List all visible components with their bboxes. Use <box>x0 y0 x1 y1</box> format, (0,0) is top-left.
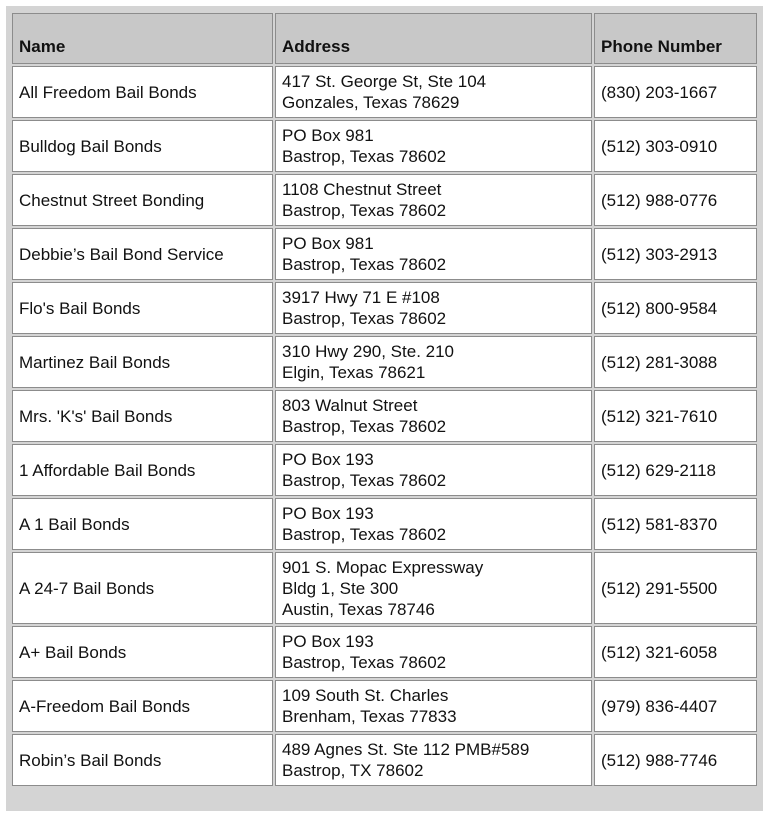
cell-name: A 24-7 Bail Bonds <box>12 552 273 624</box>
bail-bonds-table <box>10 11 759 788</box>
cell-address <box>275 734 592 786</box>
cell-phone: (512) 321-6058 <box>594 626 757 678</box>
address-line: 901 S. Mopac Expressway <box>282 557 484 577</box>
header-address: Address <box>275 13 592 64</box>
cell-name: Mrs. 'K's' Bail Bonds <box>12 390 273 442</box>
cell-phone: (512) 291-5500 <box>594 552 757 624</box>
table-row <box>12 282 757 334</box>
cell-name: Robin’s Bail Bonds <box>12 734 273 786</box>
table-body <box>12 66 757 786</box>
cell-address <box>275 228 592 280</box>
address-line: PO Box 981 <box>282 126 374 145</box>
address-line: PO Box 981 <box>282 234 374 253</box>
address-line: Bastrop, Texas 78602 <box>282 201 447 220</box>
cell-phone: (512) 581-8370 <box>594 498 757 550</box>
address-line: Austin, Texas 78746 <box>282 599 435 619</box>
address-line: Bastrop, Texas 78602 <box>282 417 447 436</box>
address-line: PO Box 193 <box>282 450 374 469</box>
cell-address <box>275 66 592 118</box>
cell-name: Debbie’s Bail Bond Service <box>12 228 273 280</box>
address-line: PO Box 193 <box>282 632 374 651</box>
address-line: Bastrop, Texas 78602 <box>282 471 447 490</box>
cell-address <box>275 552 592 624</box>
cell-name: Chestnut Street Bonding <box>12 174 273 226</box>
cell-address <box>275 498 592 550</box>
cell-name: 1 Affordable Bail Bonds <box>12 444 273 496</box>
cell-address <box>275 444 592 496</box>
table-row <box>12 444 757 496</box>
address-line: Gonzales, Texas 78629 <box>282 93 460 112</box>
cell-phone: (512) 303-0910 <box>594 120 757 172</box>
address-line: 3917 Hwy 71 E #108 <box>282 288 440 307</box>
cell-address <box>275 336 592 388</box>
cell-phone: (979) 836-4407 <box>594 680 757 732</box>
table-row <box>12 336 757 388</box>
cell-phone: (512) 629-2118 <box>594 444 757 496</box>
cell-name: All Freedom Bail Bonds <box>12 66 273 118</box>
header-row <box>12 13 757 64</box>
table-row <box>12 626 757 678</box>
address-line: Bastrop, Texas 78602 <box>282 309 447 328</box>
cell-name: Flo's Bail Bonds <box>12 282 273 334</box>
table-row <box>12 174 757 226</box>
cell-name: Bulldog Bail Bonds <box>12 120 273 172</box>
header-name: Name <box>12 13 273 64</box>
table-row <box>12 228 757 280</box>
table-row <box>12 498 757 550</box>
address-line: 803 Walnut Street <box>282 396 418 415</box>
cell-address <box>275 390 592 442</box>
cell-phone: (830) 203-1667 <box>594 66 757 118</box>
table-row <box>12 66 757 118</box>
cell-address <box>275 680 592 732</box>
table-row <box>12 390 757 442</box>
cell-address <box>275 174 592 226</box>
bail-bonds-table-frame <box>6 6 763 811</box>
cell-address <box>275 282 592 334</box>
cell-address <box>275 120 592 172</box>
address-line: Bastrop, Texas 78602 <box>282 653 447 672</box>
cell-phone: (512) 303-2913 <box>594 228 757 280</box>
cell-phone: (512) 321-7610 <box>594 390 757 442</box>
address-line: Bastrop, Texas 78602 <box>282 255 447 274</box>
address-line: 489 Agnes St. Ste 112 PMB#589 <box>282 740 530 759</box>
address-line: Bastrop, TX 78602 <box>282 761 424 780</box>
address-line: 1108 Chestnut Street <box>282 180 442 199</box>
table-row <box>12 680 757 732</box>
cell-name: Martinez Bail Bonds <box>12 336 273 388</box>
address-line: Elgin, Texas 78621 <box>282 363 426 382</box>
address-line: 417 St. George St, Ste 104 <box>282 72 487 91</box>
address-line: Brenham, Texas 77833 <box>282 707 457 726</box>
cell-phone: (512) 281-3088 <box>594 336 757 388</box>
header-phone: Phone Number <box>594 13 757 64</box>
address-line: 109 South St. Charles <box>282 686 449 705</box>
address-line: 310 Hwy 290, Ste. 210 <box>282 342 455 361</box>
cell-phone: (512) 800-9584 <box>594 282 757 334</box>
table-row <box>12 120 757 172</box>
cell-name: A 1 Bail Bonds <box>12 498 273 550</box>
address-line: Bldg 1, Ste 300 <box>282 578 399 598</box>
cell-name: A+ Bail Bonds <box>12 626 273 678</box>
cell-phone: (512) 988-7746 <box>594 734 757 786</box>
address-line: Bastrop, Texas 78602 <box>282 525 447 544</box>
table-row <box>12 734 757 786</box>
cell-phone: (512) 988-0776 <box>594 174 757 226</box>
cell-address <box>275 626 592 678</box>
table-row <box>12 552 757 624</box>
address-line: PO Box 193 <box>282 504 374 523</box>
address-line: Bastrop, Texas 78602 <box>282 147 447 166</box>
cell-name: A-Freedom Bail Bonds <box>12 680 273 732</box>
